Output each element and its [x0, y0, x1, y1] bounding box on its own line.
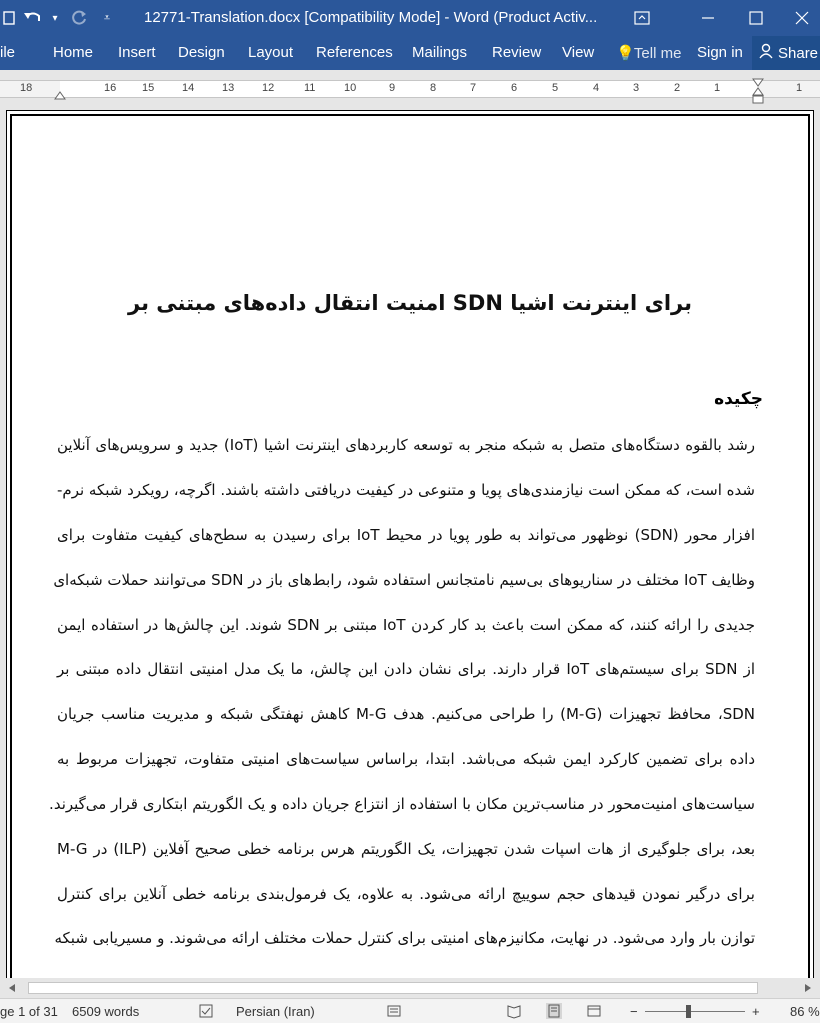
quick-access-toolbar: [0, 0, 118, 36]
tell-me-label: Tell me: [633, 45, 682, 62]
ruler-number: 12: [262, 82, 275, 94]
sign-in-link[interactable]: Sign in: [697, 44, 743, 61]
macro-icon[interactable]: [386, 1003, 402, 1019]
window-title: 12771-Translation.docx [Compatibility Mode] - Word (Product Activ...: [144, 9, 598, 26]
title-bar: [0, 0, 820, 36]
ribbon-display-options-icon[interactable]: [620, 0, 664, 36]
maximize-icon[interactable]: [734, 0, 778, 36]
ruler-number: 3: [633, 82, 640, 94]
undo-dropdown-icon[interactable]: ▾: [52, 12, 58, 24]
ruler-number: 5: [552, 82, 559, 94]
language-indicator[interactable]: Persian (Iran): [236, 1004, 315, 1019]
paragraph-line: رشد بالقوه دستگاه‌های متصل به شبکه منجر به توسعه کاربردهای اینترنت اشیا (IoT) جدید و سرویس‌های آنلاین: [57, 436, 756, 454]
minimize-icon[interactable]: [686, 0, 730, 36]
tab-home[interactable]: Home: [53, 44, 94, 61]
paragraph-line: شده است، که ممکن است نیازمندی‌های پویا و متنوعی در کیفیت دریافتی داشته باشند. اگرچه، رویکرد شبکه نرم-: [57, 481, 755, 499]
share-button[interactable]: [752, 36, 820, 70]
page-count[interactable]: ge 1 of 31: [0, 1004, 58, 1019]
zoom-slider[interactable]: [645, 1011, 745, 1012]
right-indent-marker-icon[interactable]: [752, 78, 764, 106]
save-icon[interactable]: [0, 0, 18, 36]
horizontal-scrollbar[interactable]: [0, 978, 820, 998]
paragraph-line: بعد، برای جلوگیری از هات اسپات شدن تجهیزات، یک الگوریتم هرس برنامه خطی صحیح آفلاین (ILP) در M-G: [57, 840, 755, 858]
ruler-number: 15: [142, 82, 155, 94]
tab-references[interactable]: References: [316, 44, 393, 61]
ruler-number: 11: [304, 82, 316, 94]
scroll-left-icon[interactable]: [8, 984, 16, 992]
paragraph-line: جدیدی را ارائه کنند، که ممکن است باعث بد کار کردن IoT مبتنی بر SDN شوند. این چالش‌ها در استفاده ایمن: [57, 616, 755, 634]
ruler-number: 8: [430, 82, 437, 94]
paragraph-line: سیاست‌های امنیت‌محور در مناسب‌ترین مکان با استفاده از انتزاع جریان داده و یک الگوریتم ابتکاری قرار می‌گیرند.: [49, 795, 755, 813]
paragraph-line: توازن بار وارد می‌شود. در نهایت، مکانیزم‌های امنیتی برای کنترل حملات مختلف ارائه می‌شوند. و مسیریابی شبکه: [54, 929, 755, 947]
ruler-number: 18: [20, 82, 33, 94]
word-count[interactable]: 6509 words: [72, 1004, 140, 1019]
paragraph-line: برای درگیر نمودن قیدهای حجم سوییچ ارائه می‌شود. به علاوه، یک فرمول‌بندی برنامه خطی آنلاین برای کنترل: [57, 885, 755, 903]
web-layout-icon[interactable]: [586, 1003, 602, 1019]
tab-layout[interactable]: Layout: [248, 44, 294, 61]
zoom-slider-thumb[interactable]: [686, 1005, 691, 1018]
proofing-icon[interactable]: [198, 1003, 214, 1019]
document-page[interactable]: [6, 110, 814, 980]
ribbon-tabs: [0, 36, 820, 70]
tab-mailings[interactable]: Mailings: [412, 44, 468, 61]
ruler-numbers: [0, 82, 820, 96]
status-bar: [0, 998, 820, 1023]
tab-view[interactable]: View: [562, 44, 595, 61]
paragraph-line: افزار محور (SDN) نوظهور می‌تواند به طور پویا در محیط IoT برای رسیدن به سطح‌های کیفیت متفاوت برای: [57, 526, 756, 544]
zoom-level[interactable]: 86 %: [790, 1004, 820, 1019]
horizontal-ruler[interactable]: [0, 72, 820, 106]
lightbulb-icon: 💡: [616, 45, 635, 62]
paragraph-line: داده برای تضمین کارکرد ایمن شبکه می‌باشد. ابتدا، براساس سیاست‌های امنیتی متفاوت، تجهیزات مربوط به: [57, 750, 755, 768]
redo-icon[interactable]: [62, 0, 96, 36]
read-mode-icon[interactable]: [506, 1003, 522, 1019]
abstract-heading: چکیده: [714, 389, 763, 409]
tab-file[interactable]: ile: [0, 44, 16, 61]
zoom-in-button[interactable]: +: [752, 1004, 760, 1019]
page-count-value: 1 of 31: [18, 1004, 58, 1019]
ruler-number: 13: [222, 82, 235, 94]
scrollbar-thumb[interactable]: [28, 982, 758, 994]
indent-marker-icon[interactable]: [54, 86, 66, 100]
paragraph-line: SDN، محافظ تجهیزات (M-G) را طراحی می‌کنیم. هدف M-G کاهش نهفتگی شبکه و مدیریت مناسب جریان: [57, 705, 755, 723]
document-title: امنیت انتقال داده‌های مبتنی بر SDN برای اینترنت اشیا: [128, 291, 692, 315]
customize-qat-icon[interactable]: ⩡: [103, 11, 111, 24]
paragraph-line: از SDN برای سیستم‌های IoT قرار دارند. برای نشان دادن این چالش، ما یک مدل امنیتی انتقال داده مبتنی بر: [57, 660, 755, 678]
scroll-right-icon[interactable]: [804, 984, 812, 992]
ruler-number: 1: [714, 82, 721, 94]
zoom-out-button[interactable]: −: [630, 1004, 638, 1019]
ruler-number: 16: [104, 82, 117, 94]
paragraph-line: وظایف IoT مختلف در سناریوهای بی‌سیم نامتجانس استفاده شود، رابط‌های باز در SDN می‌توانند حملات شبکه‌ای: [53, 571, 755, 589]
print-layout-icon[interactable]: [546, 1003, 562, 1019]
tab-insert[interactable]: Insert: [118, 44, 156, 61]
tab-review[interactable]: Review: [492, 44, 542, 61]
close-icon[interactable]: [780, 0, 820, 36]
ruler-number: 9: [389, 82, 396, 94]
ruler-number: 2: [674, 82, 681, 94]
person-icon: [758, 43, 774, 64]
ruler-number: 1: [796, 82, 803, 94]
ruler-number: 10: [344, 82, 357, 94]
ruler-number: 6: [511, 82, 518, 94]
ruler-number: 14: [182, 82, 195, 94]
tab-design[interactable]: Design: [178, 44, 225, 61]
undo-icon[interactable]: [18, 0, 48, 36]
ruler-number: 7: [470, 82, 477, 94]
share-label: Share: [778, 44, 819, 62]
ruler-number: 4: [593, 82, 600, 94]
tell-me-box[interactable]: [616, 44, 681, 62]
